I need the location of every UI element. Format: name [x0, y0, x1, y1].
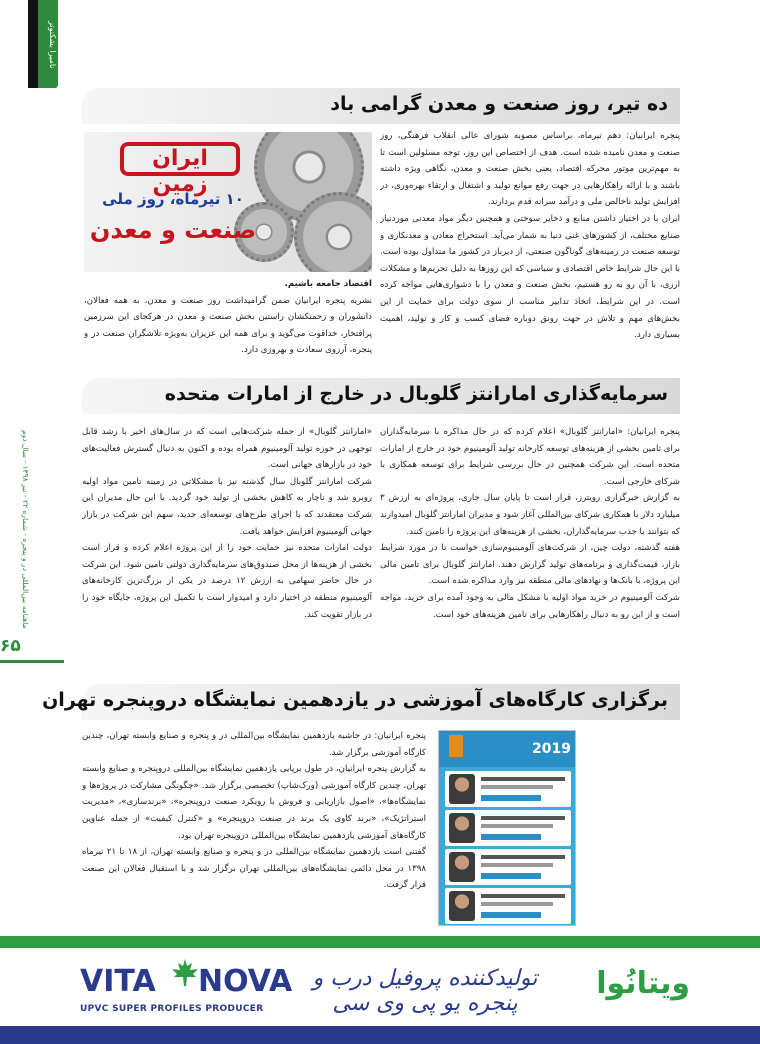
article2-header	[82, 378, 680, 414]
article1-paragraph: پنجره ایرانیان: دهم تیرماه، براساس مصوبه شورای عالی انقلاب فرهنگی، روز صنعت و معدن نامیده شده است. هدف از اختصاص این روز، توجه مسئولین است تا به مهم‌ترین موتور محرکه اقتصاد، یعنی بخش صنعت و معدن، نگاهی ویژه داشته باشند و با ارائه راهکارهایی در جهت رفع موانع تولید و اشتغال و ارتقاء بهره‌وری، در افزایش تولید ناخالص ملی و درآمد سرانه قدم بردارند.	[380, 131, 680, 208]
brand-tagline-persian: تولیدکننده پروفیل درب و پنجره یو پی وی سی	[312, 966, 538, 1016]
speaker-photo	[449, 774, 475, 804]
article1-paragraph: اقتصاد جامعه باشیم.	[284, 279, 372, 289]
section-tab	[28, 0, 58, 88]
article2-left-column	[82, 424, 372, 672]
article3-text-column	[82, 728, 426, 928]
poster-speaker-row	[445, 888, 571, 924]
footer-navy-band	[0, 1026, 760, 1044]
article2-paragraph: به گزارش خبرگزاری رویترز، قرار است تا پایان سال جاری، پروژه‌ای به ارزش ۳ میلیارد دلار با همکاری شرکای بین‌المللی آغاز شود و مدیران امارانتز گلوبال امیدوارند که بتوانند با جذب سرمایه‌گذاران، بخشی از هزینه‌های این پروژه را تامین کنند.	[380, 493, 680, 537]
page-number	[0, 636, 64, 670]
article1-paragraph: ایران با در اختیار داشتن منابع و ذخایر سوختی و همچنین دیگر مواد معدنی موردنیاز صنایع مختلف، از کشورهای غنی دنیا به شمار می‌آید. استخراج معادن و معدنکاری و توسعه صنعت در زمینه‌های گوناگون صنعتی، از دیرباز در کشور ما متداول بوده است. با این حال شرایط خاص اقتصادی و سیاسی که این روزها به دلیل تحریم‌ها و مشکلات ارزی، با آن رو به رو هستیم، بخش صنعت و معدن را با دشواری‌هایی مواجه کرده است. در این شرایط، اتخاذ تدابیر مناسب از سوی دولت برای حمایت از این بخش‌های مهم و تلاش در جهت رونق دوباره فضای کسب و کار و تولید، اهمیت بسیاری دارد.	[380, 213, 680, 341]
article3-header	[42, 684, 680, 720]
article3-poster-image	[438, 730, 576, 926]
poster-speaker-row	[445, 849, 571, 885]
issue-info	[0, 430, 48, 660]
article3-paragraph: پنجره ایرانیان: در حاشیه یازدهمین نمایشگاه بین‌المللی در و پنجره و صنایع وابسته تهران، چندین کارگاه آموزشی برگزار شد.	[82, 731, 426, 758]
banner-logo: ایران زمین	[120, 142, 240, 176]
section-tab-label: نامیرا بشکنوتر	[48, 21, 57, 69]
brand-logo-english	[80, 958, 293, 1014]
poster-speaker-row	[445, 771, 571, 807]
article2-paragraph: هفته گذشته، دولت چین، از شرکت‌های آلومینیوم‌سازی خواست تا در مورد شرایط بازار، قیمت‌گذاری و برنامه‌های تولید گزارش دهند. امارانتز گلوبال برای تامین مالی این پروژه، با بانک‌ها و نهادهای مالی منطقه نیز وارد مذاکره شده است.	[380, 543, 680, 587]
brand-nova: NOVA	[198, 964, 293, 999]
section-tab-marker	[28, 0, 38, 88]
footer-green-band	[0, 936, 760, 948]
brand-vita: VITA	[80, 964, 156, 999]
article1-title: ده تیر، روز صنعت و معدن گرامی باد	[330, 93, 668, 115]
article1-header	[82, 88, 680, 124]
article2-paragraph: شرکت آلومینیوم در خرید مواد اولیه با مشکل مالی به وجود آمده برای خرید، مواجه است و از این رو به دنبال راهکارهایی برای تامین هزینه‌های خود است.	[380, 592, 680, 620]
article1-banner-image	[84, 132, 372, 272]
speaker-photo	[449, 891, 475, 921]
poster-logo	[449, 735, 463, 757]
poster-year: 2019	[532, 741, 571, 757]
article1-left-column	[84, 276, 372, 368]
page-number-text: ۶۵	[0, 636, 21, 656]
issue-line: ماهنامه بین‌المللی در و پنجره - شماره ۲۲ - تیر ۱۳۹۸ - سال دوم	[21, 430, 30, 629]
poster-header	[439, 731, 576, 767]
article3-paragraph: به گزارش پنجره ایرانیان، در طول برپایی یازدهمین نمایشگاه بین‌المللی درو‌پنجره و صنایع وابسته تهران، چندین کارگاه آموزشی (ورک‌شاپ) تخصصی برگزار شد. «چگونگی مشارکت در پروژه‌ها و نمایشگاه‌ها»، «اصول بازاریابی و فروش با رویکرد صنعت درو‌پنجره»، «برندسازی»، «مدیریت استراتژیک»، «برند کاوی یک برند در صنعت درو‌پنجره» و «کنترل کیفیت» از جمله عناوین کارگاه‌های آموزشی یازدهمین نمایشگاه بین‌المللی درو‌پنجره تهران بود.	[82, 764, 426, 841]
banner-line2: صنعت و معدن	[89, 216, 257, 244]
article2-paragraph: دولت امارات متحده نیز حمایت خود را از این پروژه اعلام کرده و قرار است بخشی از هزینه‌ها از محل صندوق‌های سرمایه‌گذاری دولتی تامین شود. این شرکت در حال حاضر سهامی به ارزش ۱۲ درصد در یکی از بزرگ‌ترین کارخانه‌های آلومینیوم منطقه در اختیار دارد و امیدوار است با تکمیل این پروژه، جایگاه خود را در بازار تقویت کند.	[82, 543, 372, 620]
speaker-photo	[449, 813, 475, 843]
article2-right-column	[380, 424, 680, 672]
article3-paragraph: گفتنی است یازدهمین نمایشگاه بین‌المللی در و پنجره و صنایع وابسته تهران، از ۱۸ تا ۲۱ تیرماه ۱۳۹۸ در محل دائمی نمایشگاه‌های بین‌المللی تهران برگزار شد و با استقبال فعالان این صنعت قرار گرفت.	[82, 847, 426, 891]
maple-leaf-icon	[170, 958, 200, 988]
article3-title: برگزاری کارگاه‌های آموزشی در یازدهمین نمایشگاه درو‌پنجره تهران	[42, 689, 668, 711]
poster-speaker-row	[445, 810, 571, 846]
article1-right-column	[380, 128, 680, 368]
article1-paragraph: نشریه پنجره ایرانیان ضمن گرامیداشت روز صنعت و معدن، به همه فعالان، دانشوران و زحمتکشان راستین بخش صنعت و معدن در هرکجای این سرزمین پرافتخار، خداقوت می‌گوید و برای همه این عزیزان به‌ویژه تلاشگران صنعت در و پنجره، آرزوی سعادت و بهروزی دارد.	[84, 295, 372, 356]
article2-paragraph: پنجره ایرانیان: «امارانتز گلوبال» اعلام کرده که در حال مذاکره با سرمایه‌گذاران برای تامین بخشی از هزینه‌های توسعه کارخانه تولید آلومینیوم خود در خارج از امارات متحده است. این شرکت همچنین در حال بررسی شرایط برای توسعه همکاری با شرکای خارجی است.	[380, 427, 680, 487]
article2-paragraph: شرکت امارانتز گلوبال سال گذشته نیز با مشکلاتی در زمینه تامین مواد اولیه روبرو شد و ناچار به کاهش بخشی از تولید خود گردید. با این حال مدیران این شرکت معتقدند که با اجرای طرح‌های توسعه‌ای جدید، سهم این شرکت در بازار جهانی آلومینیوم افزایش خواهد یافت.	[82, 476, 372, 537]
banner-line1: ۱۰ تیرماه، روز ملی	[102, 190, 244, 208]
page-number-rule	[0, 660, 64, 663]
brand-subtitle: UPVC SUPER PROFILES PRODUCER	[80, 1004, 264, 1014]
article2-title: سرمایه‌گذاری امارانتز گلوبال در خارج از امارات متحده	[164, 383, 668, 405]
speaker-photo	[449, 852, 475, 882]
brand-name-persian: ویتانُوا	[596, 966, 690, 1001]
article2-paragraph: «امارانتز گلوبال» از جمله شرکت‌هایی است که در سال‌های اخیر با رشد قابل توجهی در حوزه تولید آلومینیوم همراه بوده و اکنون به دنبال گسترش فعالیت‌های خود در بازارهای جهانی است.	[82, 427, 372, 471]
